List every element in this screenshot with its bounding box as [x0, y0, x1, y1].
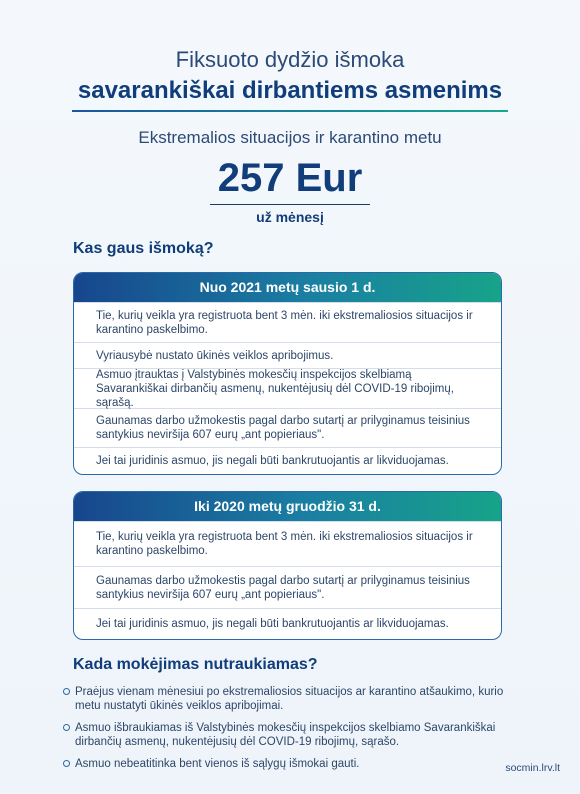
card-until-2020	[73, 491, 502, 640]
card-row: Gaunamas darbo užmokestis pagal darbo sutartį ar prilyginamus teisinius santykius neviršija 607 eurų „ant popieriaus".	[74, 566, 501, 608]
subtitle: Ekstremalios situacijos ir karantino metu	[138, 128, 442, 147]
card-row: Tie, kurių veikla yra registruota bent 3 mėn. iki ekstremaliosios situacijos ir karantino paskelbimo.	[74, 302, 501, 342]
amount-divider	[210, 204, 370, 205]
source-link[interactable]: socmin.lrv.lt	[505, 762, 560, 774]
who-heading: Kas gaus išmoką?	[73, 240, 214, 257]
list-item	[63, 685, 523, 713]
card-from-2021	[73, 272, 502, 475]
title-divider	[72, 110, 508, 112]
card-row: Gaunamas darbo užmokestis pagal darbo sutartį ar prilyginamus teisinius santykius neviršija 607 eurų „ant popieriaus".	[74, 408, 501, 447]
circle-bullet-icon	[63, 724, 70, 731]
circle-bullet-icon	[63, 688, 70, 695]
title-line1: Fiksuoto dydžio išmoka	[175, 47, 405, 72]
card-row: Tie, kurių veikla yra registruota bent 3 mėn. iki ekstremaliosios situacijos ir karantino paskelbimo.	[74, 521, 501, 566]
card-row: Asmuo įtrauktas į Valstybinės mokesčių inspekcijos skelbiamą Savarankiškai dirbančių asmenų, nukentėjusių dėl COVID-19 ribojimų, sąrašą.	[74, 368, 501, 408]
per-month: už mėnesį	[256, 209, 324, 225]
card-row: Vyriausybė nustato ūkinės veiklos apribojimus.	[74, 342, 501, 368]
termination-list	[63, 685, 523, 779]
termination-heading: Kada mokėjimas nutraukiamas?	[73, 656, 318, 673]
card-row: Jei tai juridinis asmuo, jis negali būti bankrutuojantis ar likviduojamas.	[74, 447, 501, 474]
title-line2: savarankiškai dirbantiems asmenims	[77, 77, 503, 104]
list-item-text: Asmuo nebeatitinka bent vienos iš sąlygų išmokai gauti.	[75, 758, 360, 770]
card-row: Jei tai juridinis asmuo, jis negali būti bankrutuojantis ar likviduojamas.	[74, 608, 501, 638]
card-header: Iki 2020 metų gruodžio 31 d.	[74, 492, 501, 521]
list-item-text: Praėjus vienam mėnesiui po ekstremaliosios situacijos ar karantino atšaukimo, kurio metu nustatyti ūkinės veiklos apribojimai.	[75, 686, 504, 712]
card-header: Nuo 2021 metų sausio 1 d.	[74, 273, 501, 302]
list-item-text: Asmuo išbraukiamas iš Valstybinės mokesčių inspekcijos skelbiamo Savarankiškai dirbančių asmenų, nukentėjusių dėl COVID-19 ribojimų, sąrašo.	[75, 722, 496, 748]
circle-bullet-icon	[63, 760, 70, 767]
amount: 257 Eur	[217, 156, 363, 200]
list-item	[63, 757, 523, 771]
list-item	[63, 721, 523, 749]
